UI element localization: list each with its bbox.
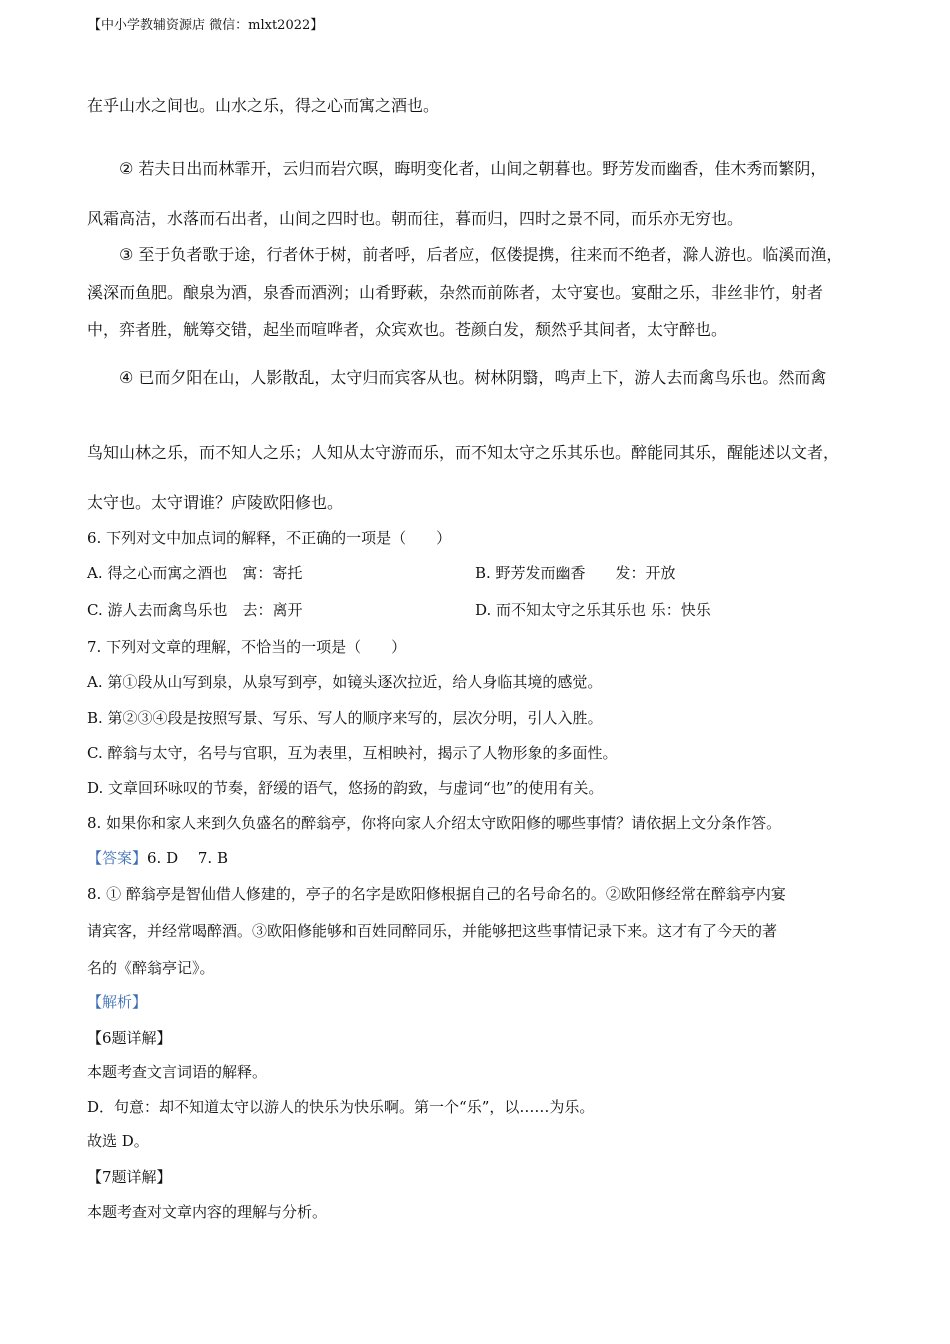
question-stem: 6. 下列对文中加点词的解释，不正确的一项是（ ） — [87, 529, 452, 547]
answer-text: 6. D 7. B — [147, 849, 228, 867]
option-a: A. 第①段从山写到泉，从泉写到亭，如镜头逐次拉近，给人身临其境的感觉。 — [87, 673, 603, 691]
passage-line: ② 若夫日出而林霏开，云归而岩穴暝，晦明变化者，山间之朝暮也。野芳发而幽香，佳木秀而繁阴， — [119, 159, 827, 178]
option-a: A. 得之心而寓之酒也 寓：寄托 — [87, 564, 303, 582]
passage-line: ③ 至于负者歌于途，行者休于树，前者呼，后者应，伛偻提携，往来而不绝者，滁人游也。临溪而渔， — [119, 245, 843, 264]
answer-line — [87, 847, 228, 868]
analysis-q6-d: D．句意：却不知道太守以游人的快乐为快乐啊。第一个“乐”，以……为乐。 — [87, 1098, 595, 1116]
passage-line: 太守也。太守谓谁？庐陵欧阳修也。 — [87, 493, 344, 512]
question-stem: 7. 下列对文章的理解，不恰当的一项是（ ） — [87, 638, 407, 656]
analysis-label: 【解析】 — [87, 993, 148, 1011]
passage-line: 在乎山水之间也。山水之乐，得之心而寓之酒也。 — [87, 96, 440, 115]
answer-q8-line: 8. ① 醉翁亭是智仙借人修建的，亭子的名字是欧阳修根据自己的名号命名的。②欧阳修经常在醉翁亭内宴 — [87, 885, 786, 903]
passage-line: 溪深而鱼肥。酿泉为酒，泉香而酒洌；山肴野蔌，杂然而前陈者，太守宴也。宴酣之乐，非丝非竹，射者 — [87, 283, 824, 302]
option-b: B. 野芳发而幽香 发：开放 — [475, 564, 676, 582]
option-b: B. 第②③④段是按照写景、写乐、写人的顺序来写的，层次分明，引人入胜。 — [87, 709, 603, 727]
question-stem: 8. 如果你和家人来到久负盛名的醉翁亭，你将向家人介绍太守欧阳修的哪些事情？请依据上文分条作答。 — [87, 814, 782, 832]
analysis-q6-choice: 故选 D。 — [87, 1132, 149, 1150]
passage-line: ④ 已而夕阳在山，人影散乱，太守归而宾客从也。树林阴翳，鸣声上下，游人去而禽鸟乐也。然而禽 — [119, 368, 827, 387]
analysis-q7-intro: 本题考查对文章内容的理解与分析。 — [87, 1203, 328, 1221]
answer-q8-line: 请宾客，并经常喝醉酒。③欧阳修能够和百姓同醉同乐，并能够把这些事情记录下来。这才有了今天的著 — [87, 922, 778, 940]
analysis-q7-title: 【7题详解】 — [87, 1168, 172, 1186]
page-header: 【中小学教辅资源店 微信：mlxt2022】 — [88, 18, 324, 33]
passage-line: 风霜高洁，水落而石出者，山间之四时也。朝而往，暮而归，四时之景不同，而乐亦无穷也。 — [87, 209, 744, 228]
option-c: C. 醉翁与太守，名号与官职，互为表里，互相映衬，揭示了人物形象的多面性。 — [87, 744, 618, 762]
answer-label: 【答案】 — [87, 849, 148, 867]
answer-q8-line: 名的《醉翁亭记》。 — [87, 959, 215, 977]
analysis-q6-intro: 本题考查文言词语的解释。 — [87, 1063, 268, 1081]
option-c: C. 游人去而禽鸟乐也 去：离开 — [87, 601, 303, 619]
passage-line: 鸟知山林之乐，而不知人之乐；人知从太守游而乐，而不知太守之乐其乐也。醉能同其乐，醒能述以文者， — [87, 443, 840, 462]
passage-line: 中，弈者胜，觥筹交错，起坐而喧哗者，众宾欢也。苍颜白发，颓然乎其间者，太守醉也。 — [87, 320, 728, 339]
analysis-q6-title: 【6题详解】 — [87, 1029, 172, 1047]
option-d: D. 文章回环咏叹的节奏，舒缓的语气，悠扬的韵致，与虚词“也”的使用有关。 — [87, 779, 604, 797]
option-d: D. 而不知太守之乐其乐也 乐：快乐 — [475, 601, 711, 619]
